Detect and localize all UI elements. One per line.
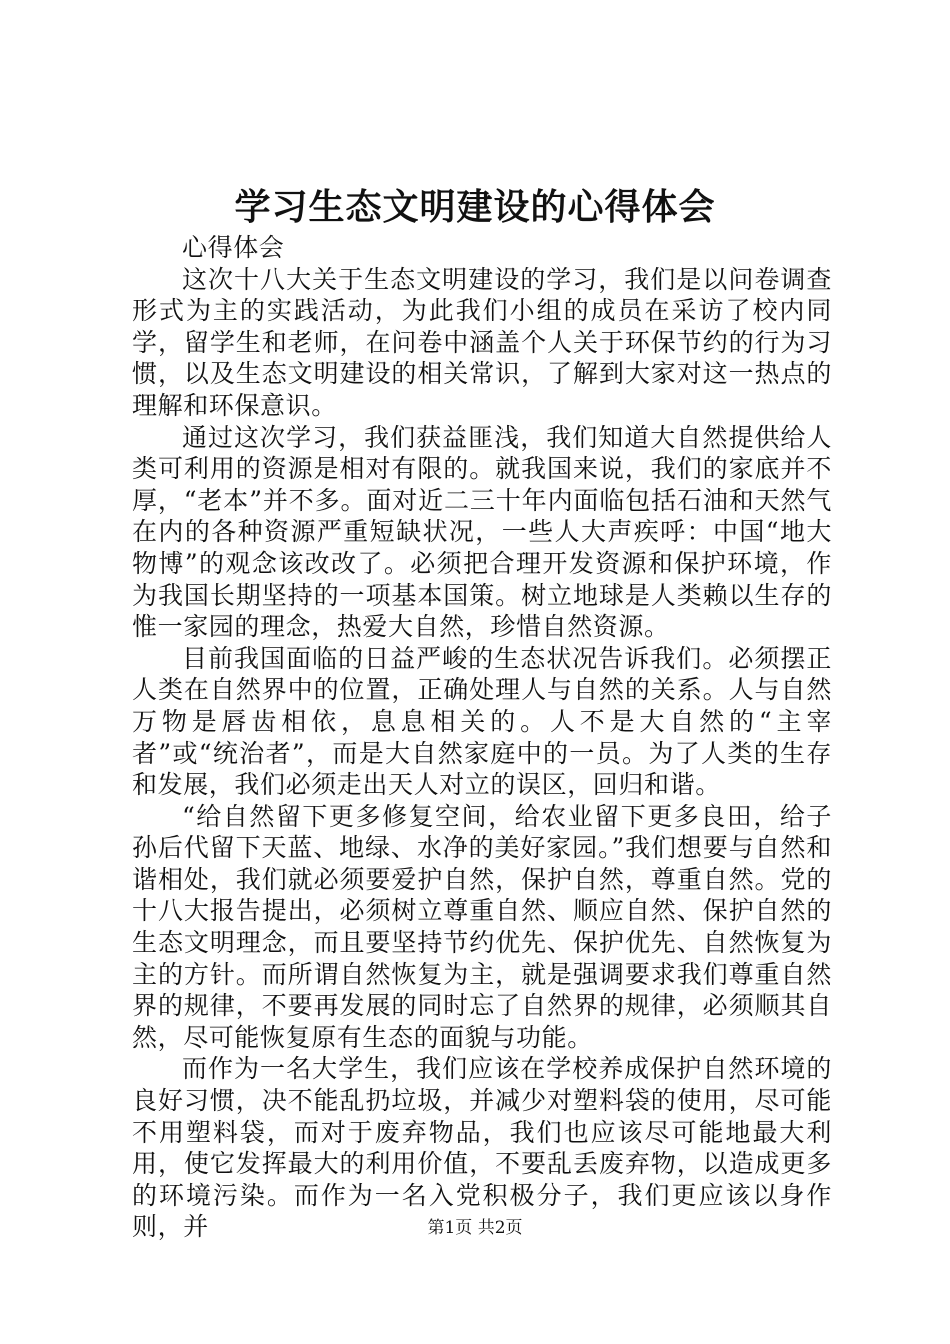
paragraph: 而作为一名大学生，我们应该在学校养成保护自然环境的良好习惯，决不能乱扔垃圾，并减少对塑料袋的使用，尽可能不用塑料袋，而对于废弃物品，我们也应该尽可能地最大利用，使它发挥最大的利用价值，不要乱丢废弃物，以造成更多的环境污染。而作为一名入党积极分子，我们更应该以身作则，并: [132, 1054, 832, 1242]
paragraph-heading: 心得体会: [182, 233, 285, 262]
page-number-footer: 第1页 共2页: [427, 1218, 523, 1238]
paragraph: 这次十八大关于生态文明建设的学习，我们是以问卷调查形式为主的实践活动，为此我们小组的成员在采访了校内同学，留学生和老师，在问卷中涵盖个人关于环保节约的行为习惯，以及生态文明建设的相关常识，了解到大家对这一热点的理解和环保意识。: [132, 264, 832, 420]
document-title: 学习生态文明建设的心得体会: [234, 187, 716, 228]
paragraph: 通过这次学习，我们获益匪浅，我们知道大自然提供给人类可利用的资源是相对有限的。就我国来说，我们的家底并不厚，“老本”并不多。面对近二三十年内面临包括石油和天然气在内的各种资源严重短缺状况，一些人大声疾呼：中国“地大物博”的观念该改改了。必须把合理开发资源和保护环境，作为我国长期坚持的一项基本国策。树立地球是人类赖以生存的惟一家园的理念，热爱大自然，珍惜自然资源。: [132, 422, 832, 642]
paragraph: “给自然留下更多修复空间，给农业留下更多良田，给子孙后代留下天蓝、地绿、水净的美好家园。”我们想要与自然和谐相处，我们就必须要爱护自然，保护自然，尊重自然。党的十八大报告提出，必须树立尊重自然、顺应自然、保护自然的生态文明理念，而且要坚持节约优先、保护优先、自然恢复为主的方针。而所谓自然恢复为主，就是强调要求我们尊重自然界的规律，不要再发展的同时忘了自然界的规律，必须顺其自然，尽可能恢复原有生态的面貌与功能。: [132, 801, 832, 1052]
document-body: [132, 232, 832, 1243]
paragraph: 目前我国面临的日益严峻的生态状况告诉我们。必须摆正人类在自然界中的位置，正确处理人与自然的关系。人与自然万物是唇齿相依，息息相关的。人不是大自然的“主宰者”或“统治者”，而是大自然家庭中的一员。为了人类的生存和发展，我们必须走出天人对立的误区，回归和谐。: [132, 643, 832, 800]
